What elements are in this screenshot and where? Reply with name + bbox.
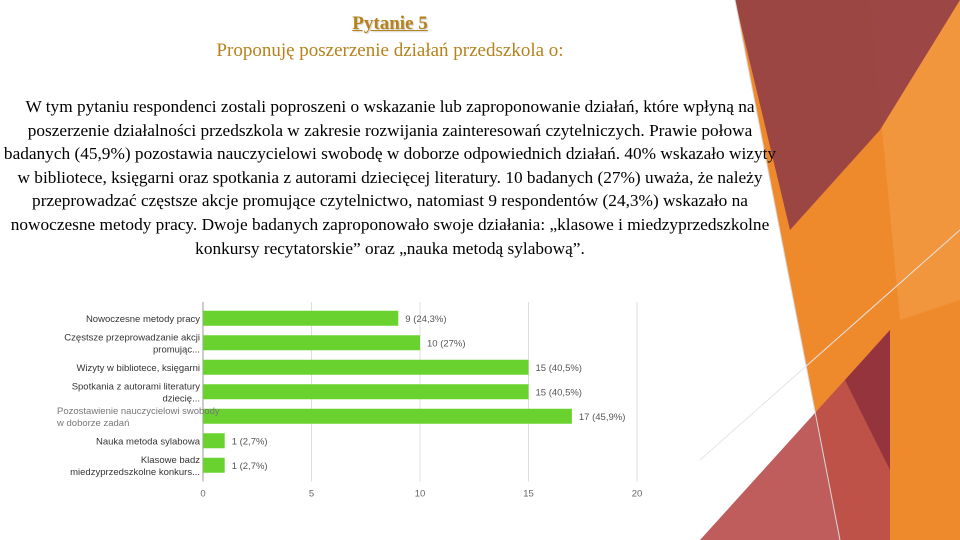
- bar-value-label: 1 (2,7%): [231, 436, 268, 448]
- x-tick-label: 5: [308, 488, 315, 500]
- bar: [203, 335, 420, 350]
- bar: [203, 360, 529, 375]
- category-label: Spotkania z autorami literatury: [71, 381, 200, 393]
- chart-bars: [203, 311, 572, 473]
- category-label: miedzyprzedszkolne konkurs...: [70, 466, 200, 478]
- bar: [203, 311, 398, 326]
- category-label: w doborze zadań: [57, 417, 130, 429]
- slide-paragraph: W tym pytaniu respondenci zostali poproszeni o wskazanie lub zaproponowanie działań, które wpłyną na poszerzenie działalności przedszkola w zakresie rozwijania zainteresowań czytelniczych. Prawie połowa badanych (45,9%) pozostawia nauczycielowi swobodę w doborze odpowiednich działań. 40% wskazało wizyty w bibliotece, księgarni oraz spotkania z autorami dziecięcej literatury. 10 badanych (27%) uważa, że należy przeprowadzać częstsze akcje promujące czytelnictwo, natomiast 9 respondentów (24,3%) wskazało na nowoczesne metody pracy. Dwoje badanych zaproponowało swoje działania: „klasowe i miedzyprzedszkolne konkursy recytatorskie” oraz „nauka metodą sylabową”.: [3, 97, 777, 258]
- slide-title: Pytanie 5: [352, 13, 428, 34]
- bar-value-label: 9 (24,3%): [405, 313, 447, 325]
- bar: [203, 384, 529, 399]
- category-label: Nauka metoda sylabowa: [95, 436, 200, 448]
- category-label: Wizyty w bibliotece, księgarni: [76, 362, 200, 374]
- chart-x-tick-labels: [200, 489, 642, 500]
- category-label: promując...: [153, 344, 200, 356]
- bar-value-label: 15 (40,5%): [535, 362, 582, 374]
- bar-value-label: 17 (45,9%): [578, 411, 626, 423]
- slide-subtitle: Proponuję poszerzenie działań przedszkola o:: [216, 40, 564, 61]
- bar-value-label: 1 (2,7%): [231, 460, 268, 472]
- category-label: Nowoczesne metody pracy: [85, 313, 200, 325]
- bar-chart: [0, 296, 700, 516]
- bar-value-label: 15 (40,5%): [535, 387, 582, 399]
- category-label: dziecię...: [162, 393, 200, 405]
- x-tick-label: 10: [414, 488, 426, 500]
- category-label: Częstsze przeprowadzanie akcji: [64, 332, 200, 344]
- chart-category-labels: [56, 314, 220, 478]
- category-label: Pozostawienie nauczycielowi swobody: [57, 405, 220, 417]
- x-tick-label: 15: [523, 488, 534, 500]
- bar: [203, 458, 225, 473]
- bar: [203, 409, 572, 424]
- bar: [203, 433, 225, 448]
- bar-value-label: 10 (27%): [427, 338, 466, 350]
- x-tick-label: 0: [200, 488, 206, 500]
- category-label: Klasowe badz: [140, 454, 200, 466]
- x-tick-label: 20: [631, 488, 643, 500]
